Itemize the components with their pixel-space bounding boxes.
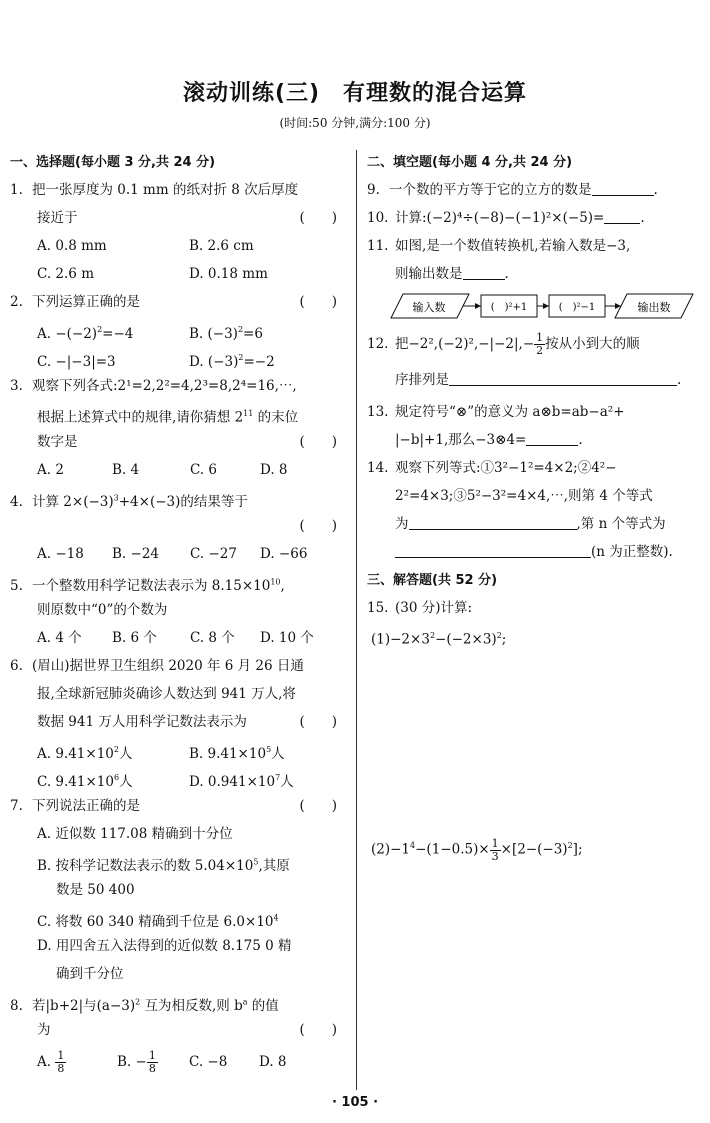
option-d[interactable]: D. $0.941\times 10^7$人 xyxy=(189,773,294,790)
answer-bracket[interactable]: ( ) xyxy=(299,798,337,814)
option-b[interactable]: B. 6 个 xyxy=(112,630,157,646)
option-c[interactable]: C. −27 xyxy=(190,546,237,562)
option-a[interactable]: A. 2 xyxy=(37,462,64,478)
question-3 xyxy=(10,372,345,484)
input-label: 输入数 xyxy=(412,301,446,314)
question-14: 14. 观察下列等式:①3²−1²=4×2;②4²− 2²=4×3;③5²−3²=4×4,⋯,则第 4 个等式 为 ,第 n 个等式为 (n 为正整数). xyxy=(367,460,673,560)
option-c[interactable]: C. 将数 60 340 精确到千位是 $6.0\times 10^4$ xyxy=(37,913,279,930)
question-5 xyxy=(10,568,345,652)
answer-blank[interactable] xyxy=(449,371,677,386)
q-text: 计算 $2\times(-3)^3+4\times(-3)$的结果等于 xyxy=(32,493,248,510)
right-column xyxy=(367,150,702,1014)
question-8 xyxy=(10,988,345,1080)
answer-bracket[interactable]: ( ) xyxy=(299,434,337,450)
page-title: 滚动训练(三) 有理数的混合运算 xyxy=(182,81,528,106)
q-text: 若|b+2|与$(a-3)^2$ 互为相反数,则 $b^a$ 的值 xyxy=(32,997,279,1014)
left-column xyxy=(10,150,345,1080)
option-c[interactable]: C. 8 个 xyxy=(190,630,235,646)
q-number: 5. xyxy=(10,577,23,594)
answer-bracket[interactable]: ( ) xyxy=(299,1022,337,1038)
q-text: (眉山)据世界卫生组织 2020 年 6 月 26 日通 xyxy=(32,658,304,674)
option-d[interactable]: D. −66 xyxy=(260,546,308,562)
answer-blank[interactable] xyxy=(592,181,654,196)
option-c[interactable]: C. 6 xyxy=(190,462,218,478)
question-11: 11. 如图,是一个数值转换机,若输入数是−3, 则输出数是 . 输入数 ( )²+1 ( )²−1 输出数 xyxy=(367,232,702,326)
q-text: 接近于 xyxy=(37,210,78,226)
question-10: 10. 计算:(−2)⁴÷(−8)−(−1)²×(−5)= . xyxy=(367,210,645,226)
section-fill-title: 二、填空题(每小题 4 分,共 24 分) xyxy=(367,155,573,170)
q-number: 6. xyxy=(10,658,23,674)
answer-blank[interactable] xyxy=(409,515,577,530)
question-15: 15. (30 分)计算: $(1)-2\times 3^2-(-2\times 3)^2$; $(2)-1^4-(1-0.5)\times$ $\frac{1}{3}$ $\times[2-(-3)^2]$; xyxy=(367,594,702,1014)
option-c[interactable]: C. $9.41\times 10^6$人 xyxy=(37,773,133,790)
q-number: 2. xyxy=(10,294,23,310)
question-6 xyxy=(10,652,345,792)
option-d[interactable]: D. $(-3)^2=-2$ xyxy=(189,353,275,370)
q-text: 把一张厚度为 0.1 mm 的纸对折 8 次后厚度 xyxy=(32,182,299,198)
q-number: 1. xyxy=(10,182,23,198)
q-text: 下列说法正确的是 xyxy=(32,798,140,814)
option-a[interactable]: A. $-(-2)^2=-4$ xyxy=(37,325,134,342)
option-a[interactable]: A. $\frac{1}{8}$ xyxy=(37,1049,65,1075)
answer-blank[interactable] xyxy=(463,265,505,280)
q-text: 根据上述算式中的规律,请你猜想 $2^{11}$ 的末位 xyxy=(37,409,299,426)
option-b[interactable]: B. 2.6 cm xyxy=(189,238,254,254)
option-b[interactable]: B. −24 xyxy=(112,546,159,562)
q-text: 观察下列各式:2¹=2,2²=4,2³=8,2⁴=16,⋯, xyxy=(32,378,297,394)
option-b-cont: 数是 50 400 xyxy=(56,882,135,898)
q-text: 下列运算正确的是 xyxy=(32,294,140,310)
option-c[interactable]: C. −|−3|=3 xyxy=(37,353,116,370)
option-a[interactable]: A. 近似数 117.08 精确到十分位 xyxy=(37,826,233,842)
question-13: 13. 规定符号“⊗”的意义为 a⊗b=ab−a²+ |−b|+1,那么−3⊗4= . xyxy=(367,404,625,448)
option-a[interactable]: A. 4 个 xyxy=(37,630,82,646)
option-a[interactable]: A. 0.8 mm xyxy=(37,238,107,254)
time-score-info: (时间:50 分钟,满分:100 分) xyxy=(279,116,431,130)
page-number: · 105 · xyxy=(331,1095,379,1110)
question-2 xyxy=(10,288,345,372)
option-b[interactable]: B. − $\frac{1}{8}$ xyxy=(117,1049,156,1075)
option-d-cont: 确到千分位 xyxy=(56,966,124,982)
option-b[interactable]: B. 4 xyxy=(112,462,140,478)
answer-blank[interactable] xyxy=(604,209,640,224)
option-d[interactable]: D. 0.18 mm xyxy=(189,266,268,282)
option-d[interactable]: D. 用四舍五入法得到的近似数 8.175 0 精 xyxy=(37,938,292,954)
answer-blank[interactable] xyxy=(526,431,578,446)
answer-space-1[interactable] xyxy=(367,650,702,828)
q-number: 4. xyxy=(10,493,23,510)
answer-blank[interactable] xyxy=(395,543,591,558)
q-text: 则原数中“0”的个数为 xyxy=(37,602,168,618)
option-d[interactable]: D. 10 个 xyxy=(260,630,314,646)
q-text: 一个整数用科学记数法表示为 $8.15\times 10^{10}$, xyxy=(32,577,285,594)
output-label: 输出数 xyxy=(637,301,671,314)
part-2: $(2)-1^4-(1-0.5)\times$ $\frac{1}{3}$ $\times[2-(-3)^2]$; xyxy=(371,836,583,863)
question-12: 12. 把−2²,(−2)²,−|−2|,− $\frac{1}{2}$ 按从小到大的顺 序排列是 . xyxy=(367,331,682,388)
answer-bracket[interactable]: ( ) xyxy=(299,518,337,534)
answer-bracket[interactable]: ( ) xyxy=(299,210,337,226)
q-number: 7. xyxy=(10,798,23,814)
step2-label: ( )²−1 xyxy=(558,302,596,313)
option-d[interactable]: D. 8 xyxy=(259,1054,287,1070)
section-choice-title: 一、选择题(每小题 3 分,共 24 分) xyxy=(10,155,216,170)
column-divider xyxy=(356,150,357,1090)
q-text: 报,全球新冠肺炎确诊人数达到 941 万人,将 xyxy=(37,686,296,702)
q-number: 3. xyxy=(10,378,23,394)
answer-bracket[interactable]: ( ) xyxy=(299,294,337,310)
conversion-machine-diagram xyxy=(367,288,702,326)
part-1: $(1)-2\times 3^2-(-2\times 3)^2$; xyxy=(371,631,507,648)
answer-space-2[interactable] xyxy=(367,864,702,1014)
question-9: 9. 一个数的平方等于它的立方的数是 . xyxy=(367,182,658,198)
q-text: 为 xyxy=(37,1022,51,1038)
question-7 xyxy=(10,792,345,988)
question-4 xyxy=(10,484,345,568)
answer-bracket[interactable]: ( ) xyxy=(299,714,337,730)
option-b[interactable]: B. $9.41\times 10^5$人 xyxy=(189,745,285,762)
option-a[interactable]: A. −18 xyxy=(37,546,84,562)
q-text: 数字是 xyxy=(37,434,78,450)
option-c[interactable]: C. −8 xyxy=(189,1054,228,1070)
question-1 xyxy=(10,176,345,288)
step1-label: ( )²+1 xyxy=(490,302,528,313)
q-number: 8. xyxy=(10,997,23,1014)
option-b[interactable]: B. 按科学记数法表示的数 $5.04\times 10^5$,其原 xyxy=(37,857,290,874)
q-text: 数据 941 万人用科学记数法表示为 xyxy=(37,714,247,730)
section-solve-title: 三、解答题(共 52 分) xyxy=(367,573,498,588)
option-c[interactable]: C. 2.6 m xyxy=(37,266,94,282)
option-d[interactable]: D. 8 xyxy=(260,462,288,478)
option-a[interactable]: A. $9.41\times 10^2$人 xyxy=(37,745,133,762)
option-b[interactable]: B. $(-3)^2=6$ xyxy=(189,325,263,342)
